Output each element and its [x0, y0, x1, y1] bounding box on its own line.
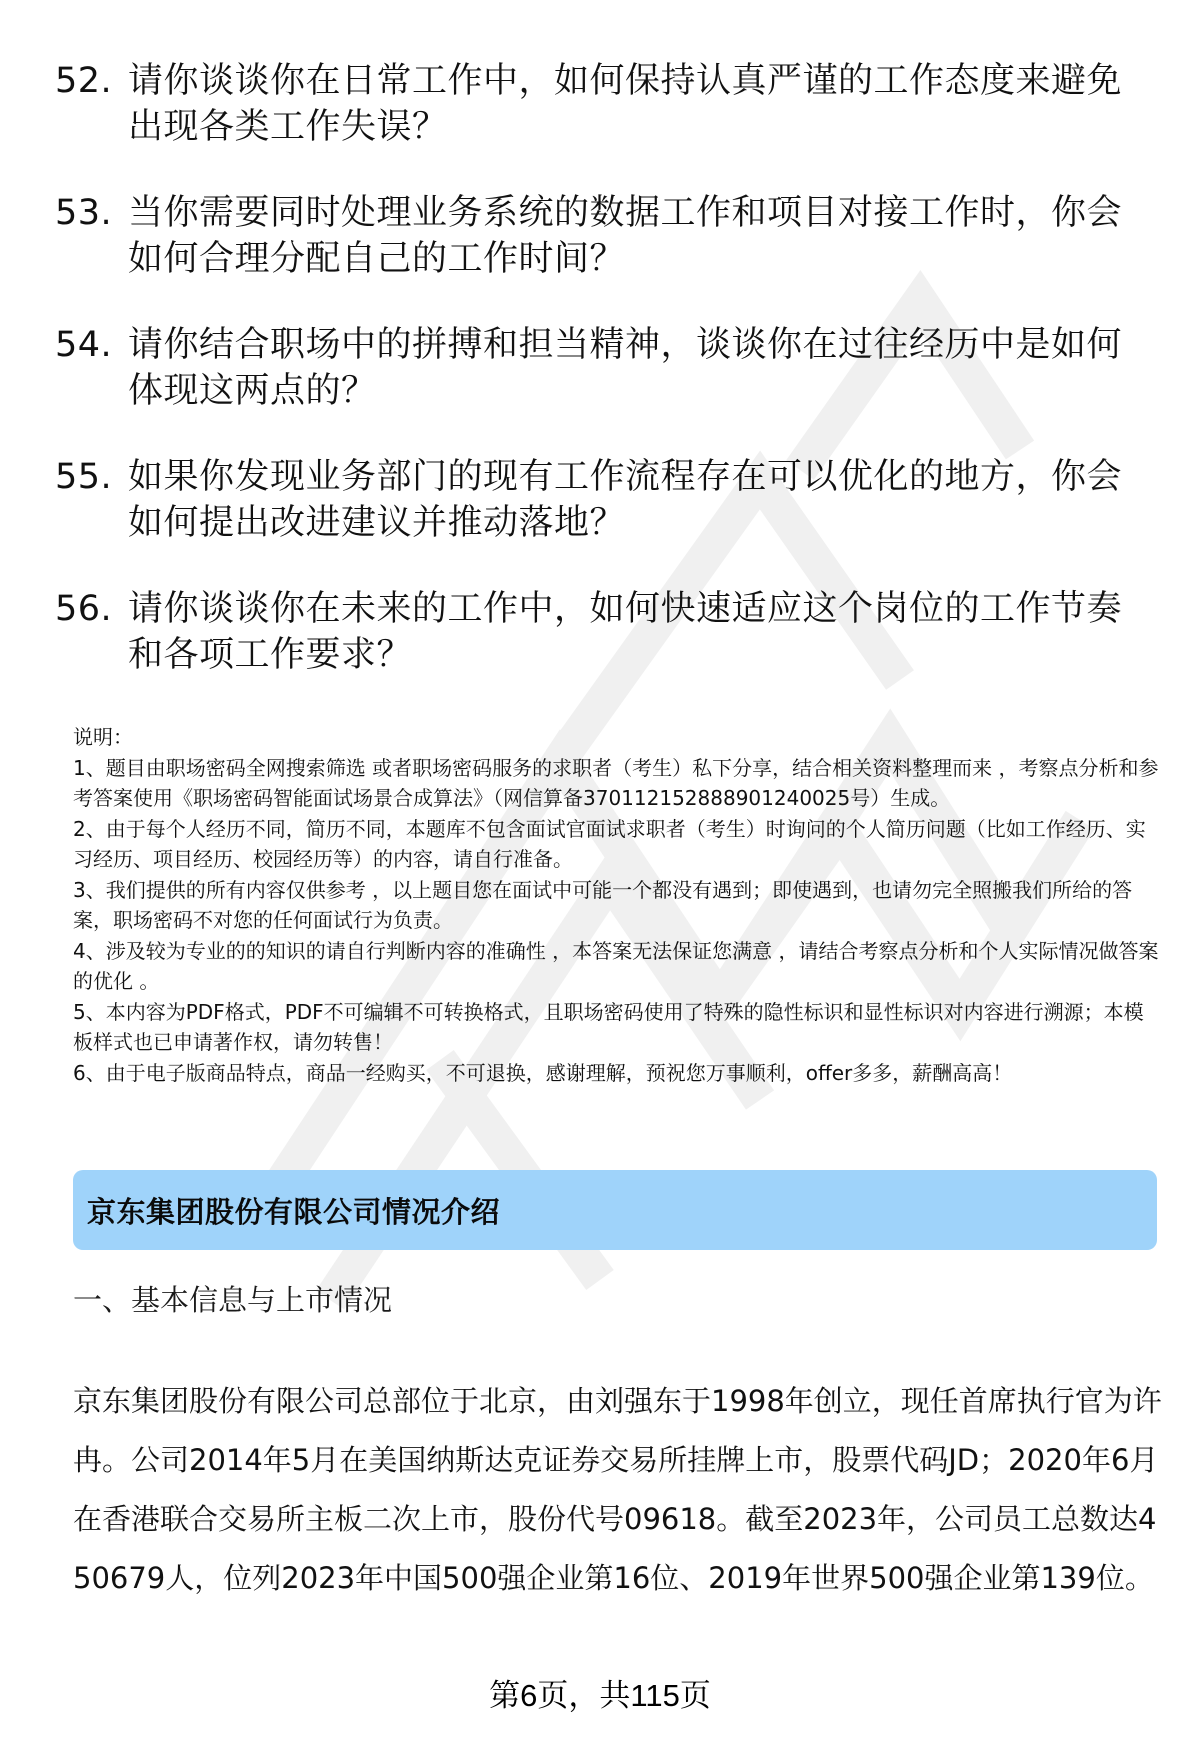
question-item [55, 454, 1145, 546]
note-item: 5、本内容为PDF格式，PDF不可编辑不可转换格式，且职场密码使用了特殊的隐性标识和显性标识对内容进行溯源；本模板样式也已申请著作权，请勿转售！ [73, 999, 1144, 1054]
question-text: 当你需要同时处理业务系统的数据工作和项目对接工作时，你会如何合理分配自己的工作时间？ [128, 193, 1123, 279]
question-text: 如果你发现业务部门的现有工作流程存在可以优化的地方，你会如何提出改进建议并推动落地？ [128, 457, 1123, 543]
disclaimer-notes [73, 722, 1163, 1088]
question-text: 请你谈谈你在未来的工作中，如何快速适应这个岗位的工作节奏和各项工作要求？ [128, 589, 1123, 675]
question-number: 54. [55, 325, 113, 365]
section-header-bar [73, 1170, 1157, 1250]
question-list [55, 58, 1145, 718]
section-title: 京东集团股份有限公司情况介绍 [87, 1194, 501, 1229]
question-item [55, 190, 1145, 282]
question-number: 52. [55, 61, 113, 101]
page-number-indicator: 第6页，共115页 [489, 1678, 711, 1713]
question-item [55, 58, 1145, 150]
company-intro-paragraph: 京东集团股份有限公司总部位于北京，由刘强东于1998年创立，现任首席执行官为许冉。公司2014年5月在美国纳斯达克证券交易所挂牌上市，股票代码JD；2020年6月在香港联合交易所主板二次上市，股份代号09618。截至2023年，公司员工总数达450679人，位列2023年中国500强企业第16位、2019年世界500强企业第139位。 [73, 1384, 1162, 1595]
note-item: 3、我们提供的所有内容仅供参考 ，以上题目您在面试中可能一个都没有遇到；即使遇到，也请勿完全照搬我们所给的答案，职场密码不对您的任何面试行为负责。 [73, 877, 1133, 932]
note-item: 6、由于电子版商品特点，商品一经购买，不可退换，感谢理解，预祝您万事顺利，offer多多，薪酬高高！ [73, 1060, 1013, 1085]
question-text: 请你结合职场中的拼搏和担当精神，谈谈你在过往经历中是如何体现这两点的？ [128, 325, 1123, 411]
note-item: 1、题目由职场密码全网搜索筛选 或者职场密码服务的求职者（考生）私下分享，结合相关资料整理而来 ，考察点分析和参考答案使用《职场密码智能面试场景合成算法》（网信算备370112152888901240025号）生成。 [73, 755, 1159, 810]
section-subheading: 一、基本信息与上市情况 [73, 1283, 393, 1317]
notes-title: 说明： [73, 725, 133, 749]
note-item: 2、由于每个人经历不同，简历不同，本题库不包含面试官面试求职者（考生）时询问的个人简历问题（比如工作经历、实习经历、项目经历、校园经历等）的内容，请自行准备。 [73, 816, 1146, 871]
question-item [55, 586, 1145, 678]
question-item [55, 322, 1145, 414]
note-item: 4、涉及较为专业的的知识的请自行判断内容的准确性 ，本答案无法保证您满意 ，请结合考察点分析和个人实际情况做答案的优化 。 [73, 938, 1159, 993]
question-number: 55. [55, 457, 113, 497]
question-number: 53. [55, 193, 113, 233]
question-text: 请你谈谈你在日常工作中，如何保持认真严谨的工作态度来避免出现各类工作失误？ [128, 61, 1123, 147]
question-number: 56. [55, 589, 113, 629]
